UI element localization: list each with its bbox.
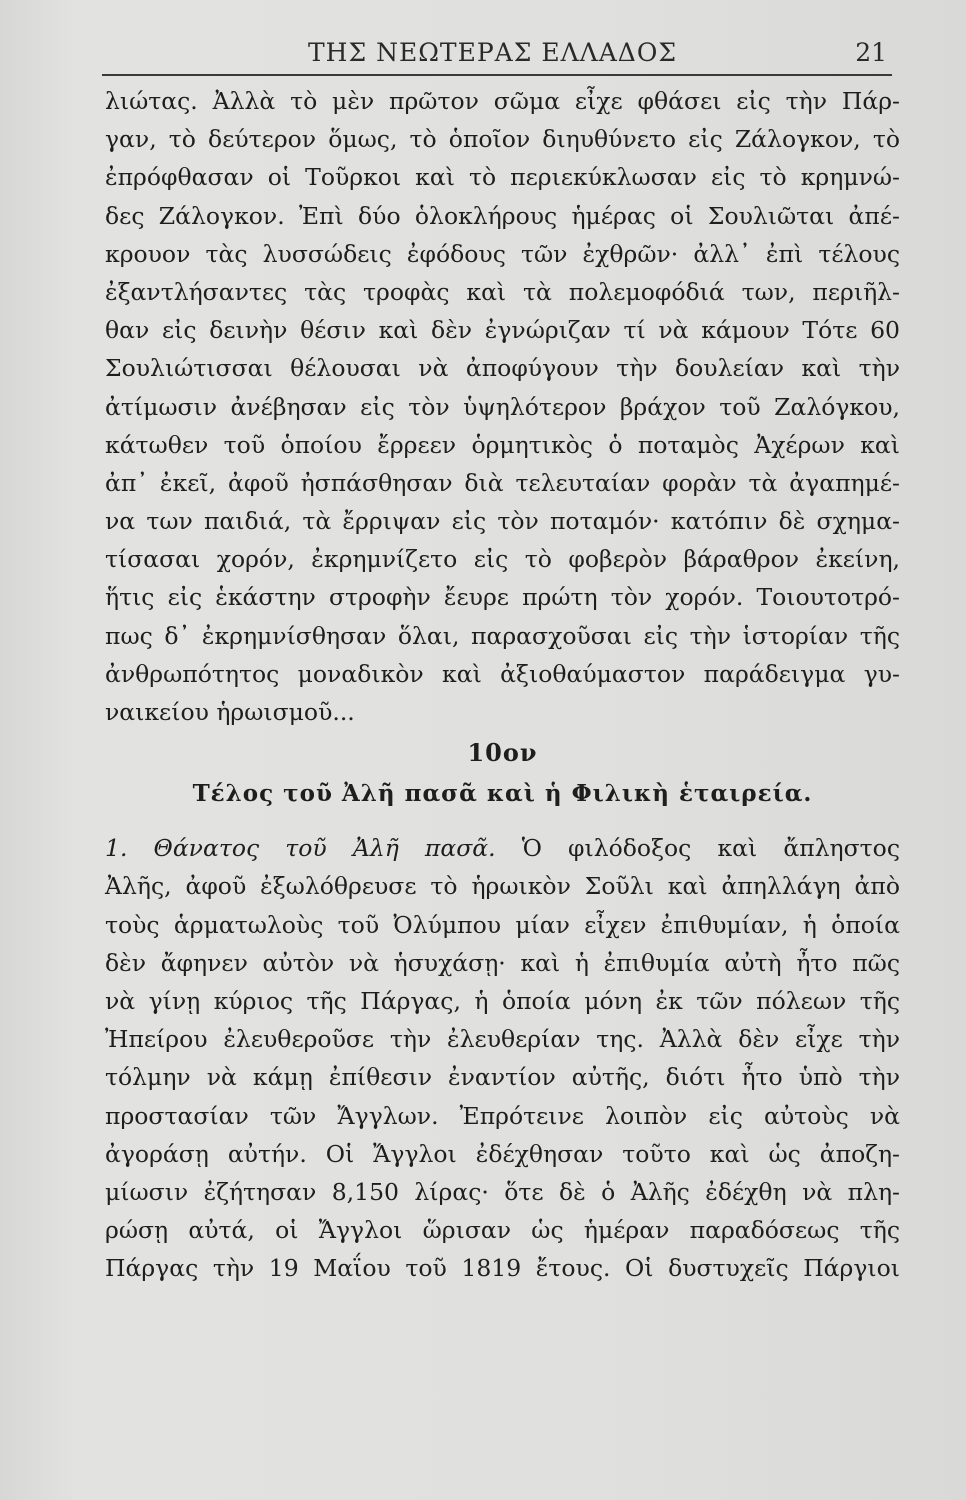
text-line: πως δ᾽ ἐκρημνίσθησαν ὅλαι, παρασχοῦσαι εἰς τὴν ἱστορίαν τῆς <box>105 621 900 650</box>
page-number: 21 <box>855 38 887 67</box>
page-header <box>100 38 895 78</box>
section-heading: 1. Θάνατος τοῦ Ἀλῆ πασᾶ. <box>105 834 496 863</box>
section-first-line <box>105 829 900 867</box>
text-line: τίσασαι χορόν, ἐκρημνίζετο εἰς τὸ φοβερὸν βάραθρον ἐκείνη, <box>105 545 900 574</box>
text-line: μίωσιν ἐζήτησαν 8,150 λίρας· ὅτε δὲ ὁ Ἀλῆς ἐδέχθη νὰ πλη- <box>105 1177 900 1206</box>
text-line: ἀγοράσῃ αὐτήν. Οἱ Ἄγγλοι ἐδέχθησαν τοῦτο καὶ ὡς ἀποζη- <box>105 1139 900 1168</box>
text-line: Πάργας τὴν 19 Μαΐου τοῦ 1819 ἔτους. Οἱ δυστυχεῖς Πάργιοι <box>105 1254 900 1283</box>
text-line: γαν, τὸ δεύτερον ὅμως, τὸ ὁποῖον διηυθύνετο εἰς Ζάλογκον, τὸ <box>105 125 900 154</box>
text-line: κάτωθεν τοῦ ὁποίου ἔρρεεν ὁρμητικὸς ὁ ποταμὸς Ἀχέρων καὶ <box>105 430 900 459</box>
header-rule <box>102 74 892 76</box>
text-line: δες Ζάλογκον. Ἐπὶ δύο ὁλοκλήρους ἡμέρας οἱ Σουλιῶται ἀπέ- <box>105 201 900 230</box>
chapter-number: 10ον <box>467 738 538 768</box>
text-line: ἀνθρωπότητος μοναδικὸν καὶ ἀξιοθαύμαστον παράδειγμα γυ- <box>105 659 900 688</box>
text-fragment: Ὁ φιλόδοξος καὶ ἄπληστος <box>495 834 900 863</box>
text-line: ἀπ᾽ ἐκεῖ, ἀφοῦ ἠσπάσθησαν διὰ τελευταίαν φορὰν τὰ ἀγαπημέ- <box>105 468 900 497</box>
body-text <box>105 82 900 1287</box>
chapter-title: Τέλος τοῦ Ἀλῆ πασᾶ καὶ ἡ Φιλικὴ ἑταιρεία. <box>192 780 813 808</box>
text-line: δὲν ἄφηνεν αὐτὸν νὰ ἡσυχάσῃ· καὶ ἡ ἐπιθυμία αὐτὴ ἦτο πῶς <box>105 948 900 977</box>
text-line: προστασίαν τῶν Ἄγγλων. Ἐπρότεινε λοιπὸν εἰς αὐτοὺς νὰ <box>105 1101 900 1130</box>
running-title: ΤΗΣ ΝΕΩΤΕΡΑΣ ΕΛΛΑΔΟΣ <box>307 38 677 67</box>
text-line: Ἀλῆς, ἀφοῦ ἐξωλόθρευσε τὸ ἡρωικὸν Σοῦλι καὶ ἀπηλλάγη ἀπὸ <box>105 872 900 901</box>
text-line: ἥτις εἰς ἑκάστην στροφὴν ἔευρε πρώτη τὸν χορόν. Τοιουτοτρό- <box>105 583 900 612</box>
text-line: ἐξαντλήσαντες τὰς τροφὰς καὶ τὰ πολεμοφόδιά των, περιῆλ- <box>105 277 900 306</box>
text-line: θαν εἰς δεινὴν θέσιν καὶ δὲν ἐγνώριζαν τί νὰ κάμουν Τότε 60 <box>105 316 900 345</box>
paragraph <box>105 82 900 731</box>
paragraph <box>105 829 900 1287</box>
text-line: Ἠπείρου ἐλευθεροῦσε τὴν ἐλευθερίαν της. Ἀλλὰ δὲν εἶχε τὴν <box>105 1025 900 1054</box>
text-line: ἀτίμωσιν ἀνέβησαν εἰς τὸν ὑψηλότερον βράχον τοῦ Ζαλόγκου, <box>105 392 900 421</box>
text-line: ἐπρόφθασαν οἱ Τοῦρκοι καὶ τὸ περιεκύκλωσαν εἰς τὸ κρημνώ- <box>105 163 900 192</box>
text-line: τοὺς ἁρματωλοὺς τοῦ Ὀλύμπου μίαν εἶχεν ἐπιθυμίαν, ἡ ὁποία <box>105 910 900 939</box>
text-line: Σουλιώτισσαι θέλουσαι νὰ ἀποφύγουν τὴν δουλείαν καὶ τὴν <box>105 354 900 383</box>
text-line: νὰ γίνῃ κύριος τῆς Πάργας, ἡ ὁποία μόνη ἐκ τῶν πόλεων τῆς <box>105 986 900 1015</box>
text-line: κρουον τὰς λυσσώδεις ἐφόδους τῶν ἐχθρῶν· ἀλλ᾽ ἐπὶ τέλους <box>105 239 900 268</box>
text-line: τόλμην νὰ κάμῃ ἐπίθεσιν ἐναντίον αὐτῆς, διότι ἦτο ὑπὸ τὴν <box>105 1063 900 1092</box>
text-line: λιώτας. Ἀλλὰ τὸ μὲν πρῶτον σῶμα εἶχε φθάσει εἰς τὴν Πάρ- <box>105 87 900 115</box>
text-line: ρώσῃ αὐτά, οἱ Ἄγγλοι ὥρισαν ὡς ἡμέραν παραδόσεως τῆς <box>105 1216 900 1245</box>
text-line: ναικείου ἡρωισμοῦ... <box>105 698 355 726</box>
text-line: να των παιδιά, τὰ ἔρριψαν εἰς τὸν ποταμόν· κατόπιν δὲ σχημα- <box>105 507 900 536</box>
